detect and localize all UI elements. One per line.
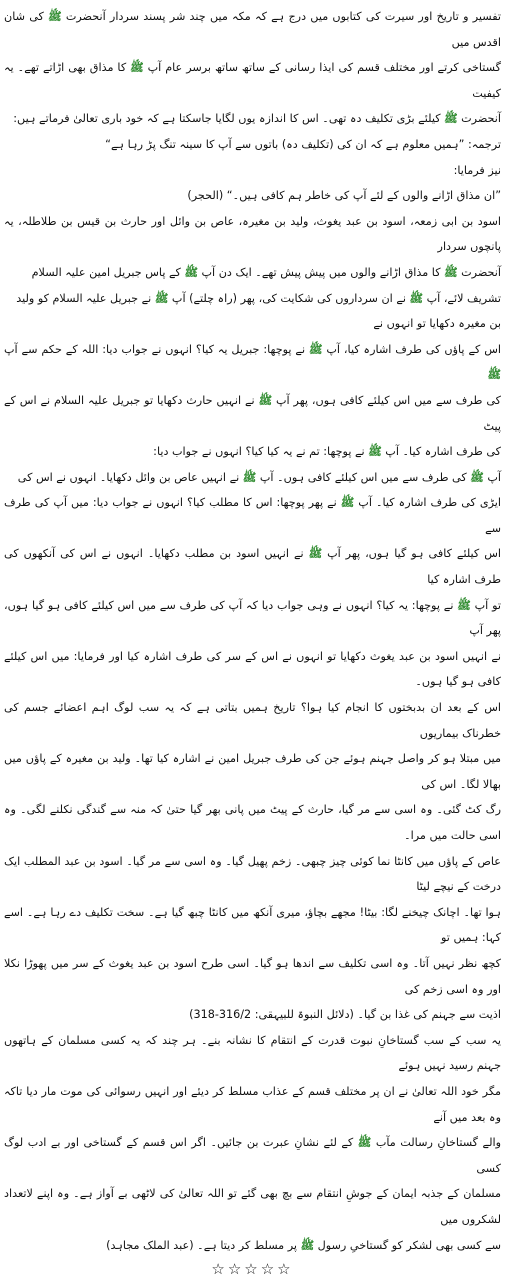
closing-stars-ornament: ☆☆☆☆☆ bbox=[211, 1260, 294, 1279]
salutation-mark: ﷺ bbox=[409, 291, 424, 305]
text-line: آنحضرت ﷺ کا مذاق اڑانے والوں میں پیش پیش تھے۔ ایک دن آپ ﷺ کے پاس جبریل امین علیہ السلام bbox=[31, 265, 501, 279]
text-line: نیز فرمایا: bbox=[453, 163, 501, 177]
paragraph-quran-quote bbox=[4, 183, 501, 209]
paragraph-gestures-1 bbox=[4, 337, 501, 465]
text-line: یہ سب کے سب گستاخانِ نبوت قدرت کے انتقام کا نشانہ بنے۔ ہر چند کہ یہ کسی مسلمان کے ہاتھوں جہنم رسید نہیں ہوئے bbox=[4, 1033, 501, 1073]
paragraph-gestures-2 bbox=[4, 465, 501, 695]
salutation-mark: ﷺ bbox=[368, 445, 382, 459]
paragraph-also-said bbox=[4, 158, 501, 184]
salutation-mark: ﷺ bbox=[48, 10, 62, 23]
text-line: کچھ نظر نہیں آتا۔ وہ اسی تکلیف سے اندھا ہو گیا۔ اسی طرح اسود بن عبد یغوث کے سر میں پھوڑا نکلا اور وہ اسی زخم کی bbox=[4, 956, 501, 996]
salutation-mark: ﷺ bbox=[184, 265, 198, 279]
salutation-mark: ﷺ bbox=[444, 265, 458, 279]
salutation-mark: ﷺ bbox=[444, 112, 458, 126]
text-line: آنحضرت ﷺ کیلئے بڑی تکلیف دہ تھی۔ اس کا اندازہ یوں لگایا جاسکتا ہے کہ خود باری تعالیٰ فرماتے ہیں: bbox=[13, 112, 501, 126]
salutation-mark: ﷺ bbox=[487, 368, 501, 382]
salutation-mark: ﷺ bbox=[470, 470, 484, 484]
text-line: اسود بن ابی زمعہ، اسود بن عبد یغوث، ولید بن مغیرہ، عاص بن وائل اور حارث بن قیس بن طلاطلہ، یہ پانچوں سردار bbox=[4, 214, 501, 254]
text-line: تو آپ ﷺ نے پوچھا: یہ کیا؟ انہوں نے وہی جواب دیا کہ آپ کی طرف سے میں اس کیلئے کافی ہو گیا ہوں، پھر آپ bbox=[4, 598, 501, 638]
text-line: گستاخی کرتے اور مختلف قسم کی ایذا رسانی کے ساتھ ساتھ برسر عام آپ ﷺ کا مذاق بھی اڑاتے تھے۔ یہ کیفیت bbox=[4, 61, 501, 100]
text-line: اس کے بعد ان بدبختوں کا انجام کیا ہوا؟ تاریخ ہمیں بتاتی ہے کہ یہ سب لوگ اہم اعضائے جسم کی خطرناک بیماریوں bbox=[4, 701, 501, 740]
text-line: تشریف لائے، آپ ﷺ نے ان سرداروں کی شکایت کی، پھر (راہ چلتے) آپ ﷺ نے جبریل علیہ السلام کو ولید bbox=[16, 291, 501, 305]
paragraph-conclusion bbox=[4, 1028, 501, 1258]
paragraph-fate bbox=[4, 695, 501, 1028]
salutation-mark: ﷺ bbox=[130, 61, 144, 75]
paragraph-intro bbox=[4, 4, 501, 132]
text-line: اس کیلئے کافی ہو گیا ہوں، پھر آپ ﷺ نے انہیں اسود بن مطلب دکھایا۔ انہوں نے اس کی آنکھوں کی طرف اشارہ کیا bbox=[4, 547, 501, 587]
salutation-mark: ﷺ bbox=[308, 342, 323, 356]
text-line: سے کسی بھی لشکر کو گستاخیِ رسول ﷺ پر مسلط کر دیتا ہے۔ (عبد الملک مجاہد) bbox=[106, 1238, 501, 1252]
text-line: آپ ﷺ کی طرف سے میں اس کیلئے کافی ہوں۔ آپ ﷺ نے انہیں عاص بن وائل دکھایا۔ انہوں نے اس کی bbox=[17, 470, 501, 484]
text-line: اذیت سے جہنم کی غذا بن گیا۔ (دلائل النبوۃ للبیہقی: 316/2-318) bbox=[189, 1008, 501, 1022]
text-line: تفسیر و تاریخ اور سیرت کی کتابوں میں درج ہے کہ مکہ میں چند شر پسند سردار آنحضرت ﷺ کی شان اقدس میں bbox=[4, 10, 501, 49]
salutation-mark: ﷺ bbox=[457, 598, 471, 612]
salutation-mark: ﷺ bbox=[357, 1136, 372, 1150]
text-line: بن مغیرہ دکھایا تو انہوں نے bbox=[373, 317, 501, 331]
salutation-mark: ﷺ bbox=[258, 393, 273, 407]
paragraph-translation bbox=[4, 132, 501, 158]
text-line: مگر خود اللہ تعالیٰ نے ان پر مختلف قسم کے عذاب مسلط کر دیئے اور انہیں رسوائی کی موت مار دیا تاکہ وہ بعد میں آنے bbox=[4, 1084, 501, 1124]
text-line: ایڑی کی طرف اشارہ کیا۔ آپ ﷺ نے پھر پوچھا: اس کا مطلب کیا؟ انہوں نے جواب دیا: میں آپ کی طرف سے bbox=[4, 496, 502, 535]
text-line: نے انہیں اسود بن عبد یغوث دکھایا تو انہوں نے اس کے سر کی طرف اشارہ کیا اور فرمایا: میں اس کیلئے کافی ہو گیا ہوں۔ bbox=[4, 649, 501, 689]
salutation-mark: ﷺ bbox=[340, 496, 355, 510]
text-line: اس کے پاؤں کی طرف اشارہ کیا، آپ ﷺ نے پوچھا: جبریل یہ کیا؟ انہوں نے جواب دیا: اللہ کے حکم سے آپ ﷺ bbox=[4, 342, 501, 382]
text-line: والے گستاخانِ رسالت مآب ﷺ کے لئے نشانِ عبرت بن جائیں۔ اگر اس قسم کے گستاخی اور بے ادب لوگ کسی bbox=[4, 1136, 501, 1175]
text-line: مسلمان کے جذبہ ایمان کے جوشِ انتقام سے بچ بھی گئے تو اللہ تعالیٰ کی لاٹھی بے آواز ہے۔ وہ اپنے لاتعداد لشکروں میں bbox=[4, 1187, 501, 1226]
salutation-mark: ﷺ bbox=[300, 1238, 315, 1252]
salutation-mark: ﷺ bbox=[242, 470, 257, 484]
text-line: کی طرف سے میں اس کیلئے کافی ہوں، پھر آپ ﷺ نے انہیں حارث دکھایا تو جبریل علیہ السلام نے اس کے پیٹ bbox=[4, 393, 501, 433]
text-line: ہوا تھا۔ اچانک چیخنے لگا: بیٹا! مجھے بچاؤ، میری آنکھ میں کانٹا چبھ گیا ہے۔ سخت تکلیف دے رہا ہے۔ اسے کہا: ہمیں تو bbox=[4, 905, 501, 945]
salutation-mark: ﷺ bbox=[308, 547, 323, 561]
text-line: عاص کے پاؤں میں کانٹا نما کوئی چیز چبھی۔ زخم پھیل گیا۔ وہ اسی سے مر گیا۔ اسود بن عبد المطلب ایک درخت کے نیچے لیٹا bbox=[4, 854, 501, 894]
text-line: ”ان مذاق اڑانے والوں کے لئے آپ کی خاطر ہم کافی ہیں۔“ (الحجر) bbox=[187, 189, 501, 203]
salutation-mark: ﷺ bbox=[154, 291, 169, 305]
text-line: کی طرف اشارہ کیا۔ آپ ﷺ نے پوچھا: تم نے یہ کیا کیا؟ انہوں نے جواب دیا: bbox=[153, 445, 501, 459]
text-line: رگ کٹ گئی۔ وہ اسی سے مر گیا، حارث کے پیٹ میں پانی بھر گیا حتیٰ کہ منہ سے گندگی نکلنے لگی۔ وہ اسی حالت میں مرا۔ bbox=[4, 803, 501, 842]
text-line: ترجمہ: ”ہمیں معلوم ہے کہ ان کی (تکلیف دہ) باتوں سے آپ کا سینہ تنگ پڑ رہا ہے“ bbox=[105, 137, 501, 151]
text-line: میں مبتلا ہو کر واصل جہنم ہوئے جن کی طرف جبریل امین نے اشارہ کیا تھا۔ ولید بن مغیرہ کے پاؤں میں بھالا لگا۔ اس کی bbox=[4, 752, 501, 791]
paragraph-five-chiefs bbox=[4, 209, 501, 337]
